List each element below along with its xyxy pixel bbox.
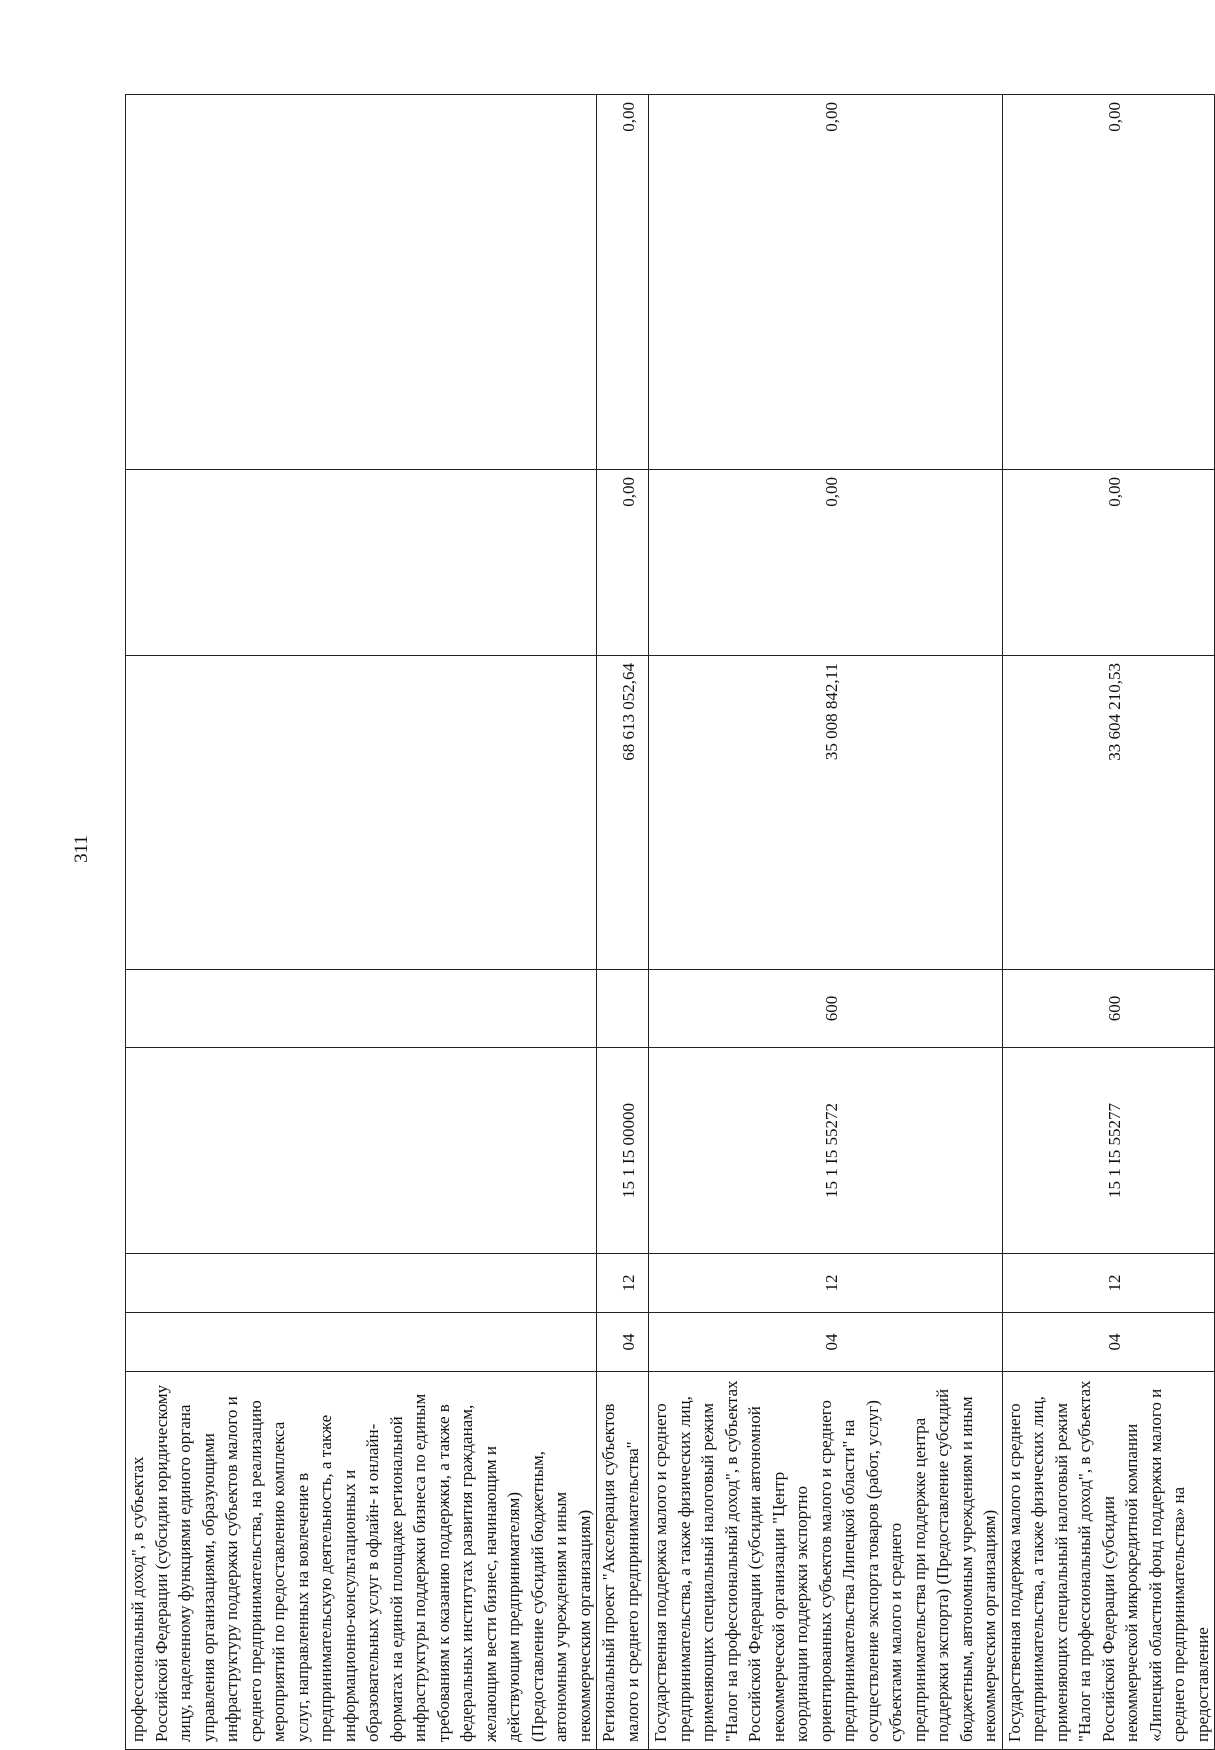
page-number: 311 (71, 835, 92, 863)
amount-year-2: 0,00 (597, 470, 649, 656)
section-code (126, 1313, 597, 1372)
amount-year-3 (126, 95, 597, 470)
amount-year-1: 33 604 210,53 (1002, 656, 1215, 970)
section-code: 04 (597, 1313, 649, 1372)
target-article-code (126, 1048, 597, 1254)
amount-year-3: 0,00 (597, 95, 649, 470)
expense-type-code (597, 970, 649, 1048)
target-article-code: 15 1 I5 55272 (649, 1048, 1003, 1254)
subsection-code: 12 (1002, 1254, 1215, 1313)
subsection-code (126, 1254, 597, 1313)
expense-type-code: 600 (1002, 970, 1215, 1048)
row-description: Государственная поддержка малого и среднего предпринимательства, а также физических лиц, применяющих специальный налоговый режим "Налог на профессиональный доход", в субъектах Российской Федерации (субсидии некоммерческой микрокредитной компании «Липецкий областной фонд поддержки малого и среднего предпринимательства» на предоставление (1002, 1372, 1215, 1750)
amount-year-2: 0,00 (1002, 470, 1215, 656)
amount-year-3: 0,00 (649, 95, 1003, 470)
table-row (649, 95, 1003, 1750)
row-description: профессиональный доход", в субъектах Российской Федерации (субсидии юридическому лицу, наделенному функциями единого органа управления организациями, образующими инфраструктуру поддержки субъектов малого и среднего предпринимательства, на реализацию мероприятий по предоставлению комплекса услуг, направленных на вовлечение в предпринимательскую деятельность, а также информационно-консультационных и образовательных услуг в офлайн- и онлайн-форматах на единой площадке региональной инфраструктуры поддержки бизнеса по единым требованиям к оказанию поддержки, а также в федеральных институтах развития гражданам, желающим вести бизнес, начинающим и действующим предпринимателям) (Предоставление субсидий бюджетным, автономным учреждениям и иным некоммерческим организациям) (126, 1372, 597, 1750)
expense-type-code (126, 970, 597, 1048)
amount-year-1: 68 613 052,64 (597, 656, 649, 970)
row-description: Региональный проект "Акселерация субъектов малого и среднего предпринимательства" (597, 1372, 649, 1750)
table-row (126, 95, 597, 1750)
table-row (1002, 95, 1215, 1750)
amount-year-2 (126, 470, 597, 656)
amount-year-2: 0,00 (649, 470, 1003, 656)
row-description: Государственная поддержка малого и среднего предпринимательства, а также физических лиц, применяющих специальный налоговый режим "Налог на профессиональный доход", в субъектах Российской Федерации (субсидии автономной некоммерческой организации "Центр координации поддержки экспортно ориентированных субъектов малого и среднего предпринимательства Липецкой области" на осуществление экспорта товаров (работ, услуг) субъектами малого и среднего предпринимательства при поддержке центра поддержки экспорта) (Предоставление субсидий бюджетным, автономным учреждениям и иным некоммерческим организациям) (649, 1372, 1003, 1750)
subsection-code: 12 (597, 1254, 649, 1313)
target-article-code: 15 1 I5 00000 (597, 1048, 649, 1254)
target-article-code: 15 1 I5 55277 (1002, 1048, 1215, 1254)
section-code: 04 (1002, 1313, 1215, 1372)
amount-year-1 (126, 656, 597, 970)
amount-year-3: 0,00 (1002, 95, 1215, 470)
amount-year-1: 35 008 842,11 (649, 656, 1003, 970)
table-row (597, 95, 649, 1750)
section-code: 04 (649, 1313, 1003, 1372)
rotated-table-wrapper (125, 95, 1212, 1750)
expense-type-code: 600 (649, 970, 1003, 1048)
budget-table (125, 94, 1215, 1750)
subsection-code: 12 (649, 1254, 1003, 1313)
